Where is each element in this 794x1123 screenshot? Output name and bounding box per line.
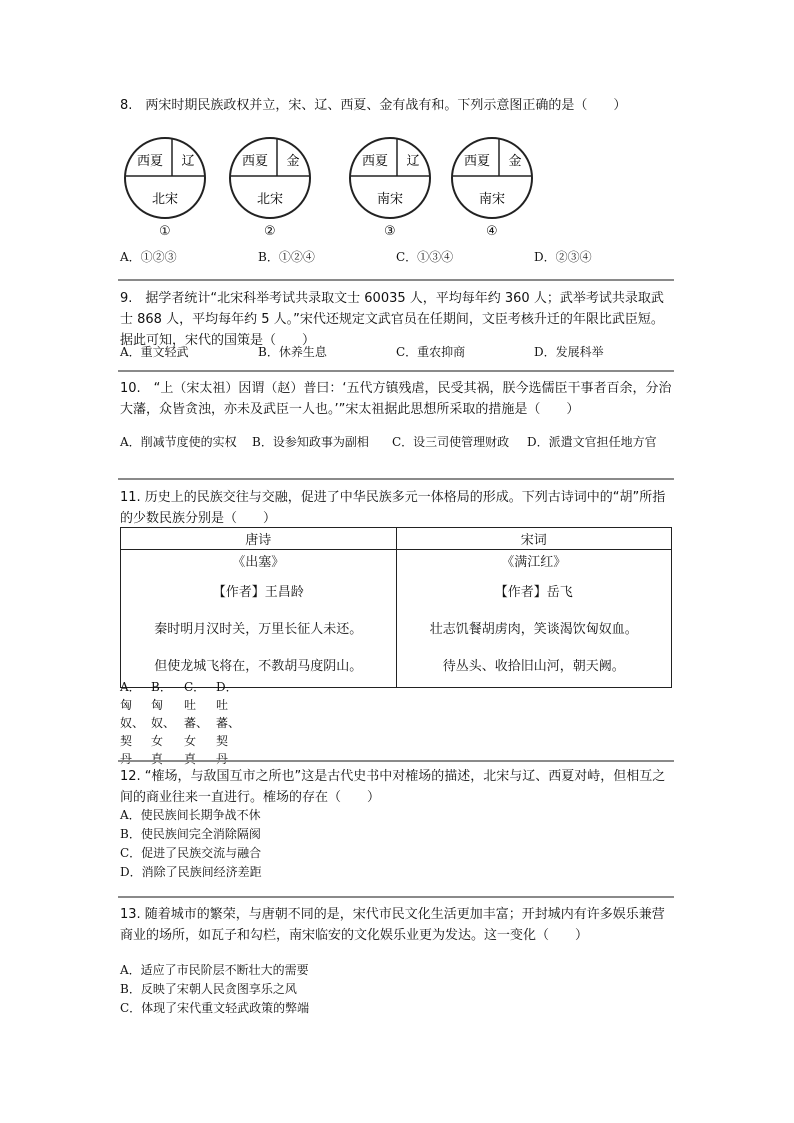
option-line: 匈	[120, 698, 133, 712]
divider	[118, 478, 674, 480]
q9-options	[120, 343, 672, 360]
option-line: 女真	[184, 734, 197, 766]
q8-option-d[interactable]: D．②③④	[534, 250, 592, 264]
option-line: 吐	[184, 698, 197, 712]
divider	[118, 370, 674, 372]
option-letter: B．	[151, 680, 172, 694]
q11-option-b[interactable]	[151, 678, 176, 768]
divider	[118, 896, 674, 898]
poem-table	[120, 527, 672, 688]
q11-option-a[interactable]	[120, 678, 145, 768]
poem-title: 《出塞》	[232, 555, 285, 570]
q11-table-wrap	[120, 527, 672, 688]
poem-line: 秦时明月汉时关，万里长征人未还。	[154, 622, 363, 637]
option-line: 契丹	[120, 734, 133, 766]
diagram-bottom-label: 南宋	[478, 192, 506, 207]
diagram-top-right-label: 辽	[406, 154, 420, 169]
q10-option-b[interactable]: B．设参知政事为副相	[252, 435, 369, 449]
option-line: 女真	[151, 734, 164, 766]
q9-option-a[interactable]: A．重文轻武	[120, 345, 189, 359]
q8-option-b[interactable]: B．①②④	[258, 250, 315, 264]
q12-option-a[interactable]: A．使民族间长期争战不休	[120, 808, 261, 822]
option-line: 契丹	[216, 734, 229, 766]
q9-option-c[interactable]: C．重农抑商	[396, 345, 466, 359]
q10-option-a[interactable]: A．削减节度使的实权	[120, 435, 237, 449]
diagram-top-right-label: 辽	[181, 154, 195, 169]
poem-line: 但使龙城飞将在，不教胡马度阴山。	[154, 659, 363, 674]
divider	[118, 760, 674, 762]
option-line: 蕃、	[184, 716, 209, 730]
poem-cell-tang	[121, 550, 397, 688]
diagram-top-left-label: 西夏	[361, 154, 389, 169]
q8-diagram-3	[345, 133, 435, 223]
option-line: 吐	[216, 698, 229, 712]
option-letter: C．	[184, 680, 206, 694]
option-line: 匈	[151, 698, 164, 712]
q8-option-c[interactable]: C．①③④	[396, 250, 454, 264]
poem-line: 待丛头、收拾旧山河，朝天阙。	[442, 659, 625, 674]
poem-title: 《满江红》	[501, 555, 567, 570]
q11-option-d[interactable]	[216, 678, 241, 768]
option-letter: D．	[216, 680, 238, 694]
q12-option-d[interactable]: D．消除了民族间经济差距	[120, 865, 262, 879]
q9-option-b[interactable]: B．休养生息	[258, 345, 327, 359]
poem-author: 【作者】岳飞	[494, 585, 573, 600]
option-line: 蕃、	[216, 716, 241, 730]
diagram-number: ③	[384, 224, 396, 239]
diagram-bottom-label: 南宋	[376, 192, 404, 207]
diagram-number: ④	[486, 224, 498, 239]
q12-option-b[interactable]: B．使民族间完全消除隔阂	[120, 827, 261, 841]
diagram-top-left-label: 西夏	[136, 154, 164, 169]
diagram-top-right-label: 金	[286, 154, 300, 169]
q11-option-c[interactable]	[184, 678, 209, 768]
q9-stem: 9. 据学者统计“北宋科举考试共录取文士 60035 人，平均每年约 360 人；武举考试共录取武士 868 人，平均每年约 5 人。”宋代还规定文武官员在任期间，文臣考核升迁的年限比武臣短。据此可知，宋代的国策是（ ）	[120, 291, 664, 348]
poem-author: 【作者】王昌龄	[212, 585, 304, 600]
poem-header-tang: 唐诗	[121, 528, 397, 550]
q8-options	[120, 248, 672, 265]
q12-stem: 12. “榷场，与敌国互市之所也”这是古代史书中对榷场的描述，北宋与辽、西夏对峙，但相互之间的商业往来一直进行。榷场的存在（ ）	[120, 769, 666, 805]
q12-option-c[interactable]: C．促进了民族交流与融合	[120, 846, 262, 860]
diagram-top-left-label: 西夏	[463, 154, 491, 169]
divider	[118, 279, 674, 281]
diagram-top-left-label: 西夏	[241, 154, 269, 169]
q13-option-c[interactable]: C．体现了宋代重文轻武政策的弊端	[120, 1001, 310, 1015]
option-line: 奴、	[120, 716, 145, 730]
diagram-bottom-label: 北宋	[256, 192, 284, 207]
option-line: 奴、	[151, 716, 176, 730]
diagram-number: ①	[159, 224, 171, 239]
diagram-top-right-label: 金	[508, 154, 522, 169]
q8-diagram-4	[447, 133, 537, 223]
q13-options	[120, 961, 672, 1018]
q8-diagram-2	[225, 133, 315, 223]
q10-option-c[interactable]: C．设三司使管理财政	[392, 435, 510, 449]
poem-header-song: 宋词	[396, 528, 672, 550]
poem-cell-song	[396, 550, 672, 688]
option-letter: A．	[120, 680, 141, 694]
q13-option-b[interactable]: B．反映了宋朝人民贪图享乐之风	[120, 982, 297, 996]
q11-stem: 11. 历史上的民族交往与交融，促进了中华民族多元一体格局的形成。下列古诗词中的“胡”所指的少数民族分别是（ ）	[120, 490, 666, 526]
poem-line: 壮志饥餐胡虏肉，笑谈渴饮匈奴血。	[429, 622, 638, 637]
q8-stem: 8. 两宋时期民族政权并立，宋、辽、西夏、金有战有和。下列示意图正确的是（ ）	[120, 98, 627, 113]
q8-option-a[interactable]: A．①②③	[120, 250, 177, 264]
q10-stem: 10. “上（宋太祖）因谓（赵）普曰：‘五代方镇残虐，民受其祸，朕今选儒臣干事者百余，分治大藩，众皆贪浊，亦未及武臣一人也。’”宋太祖据此思想所采取的措施是（ ）	[120, 381, 672, 417]
diagram-bottom-label: 北宋	[151, 192, 179, 207]
q10-options	[120, 433, 672, 452]
q13-stem: 13. 随着城市的繁荣，与唐朝不同的是，宋代市民文化生活更加丰富；开封城内有许多娱乐兼营商业的场所，如瓦子和勾栏，南宋临安的文化娱乐业更为发达。这一变化（ ）	[120, 907, 665, 943]
q13-option-a[interactable]: A．适应了市民阶层不断壮大的需要	[120, 963, 309, 977]
q10-option-d[interactable]: D．派遣文官担任地方官	[527, 435, 657, 449]
diagram-number: ②	[264, 224, 276, 239]
q12-options	[120, 806, 672, 882]
q9-option-d[interactable]: D．发展科举	[534, 345, 604, 359]
q8-diagram-1	[120, 133, 210, 223]
